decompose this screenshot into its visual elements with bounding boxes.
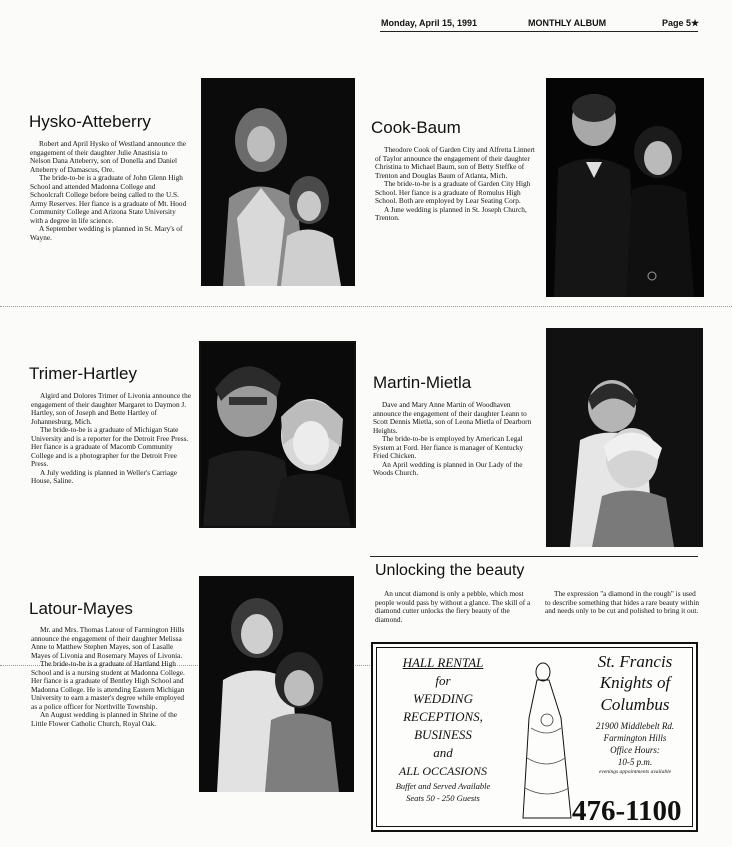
ad-line: RECEPTIONS, — [403, 709, 483, 724]
paragraph: Mr. and Mrs. Thomas Latour of Farmington Hills announce the engagement of their daughter Melissa Anne to Matthew Stephen Mayes, son of Lasalle Mayes of Livonia and Rosemary Mayes of Livonia. — [31, 625, 185, 660]
paragraph: A June wedding is planned in St. Joseph Church, Trenton. — [375, 204, 527, 222]
headline-martin-mietla: Martin-Mietla — [373, 373, 472, 392]
headline-trimer-hartley: Trimer-Hartley — [29, 364, 137, 383]
feature-col-2 — [545, 590, 701, 616]
ad-line: ALL OCCASIONS — [398, 764, 488, 778]
header-rule — [380, 31, 698, 32]
engagement-photo-martin-mietla — [546, 328, 703, 547]
bride-illustration-icon — [517, 658, 577, 826]
ad-hall-rental-text — [383, 654, 503, 804]
ad-line: Seats 50 - 250 Guests — [406, 793, 480, 803]
article-latour-mayes — [31, 626, 191, 728]
article-hysko-atteberry — [30, 140, 188, 242]
ad-line: HALL RENTAL — [402, 655, 484, 670]
hall-rental-ad — [371, 642, 698, 832]
paragraph: Robert and April Hysko of Westland announce the engagement of their daughter Julie Anastisia to Nelson Dana Atteberry, son of Donella and Daniel Atteberry of Damascus, Ore. — [30, 139, 187, 174]
paragraph: A September wedding is planned in St. Mary's of Wayne. — [30, 224, 183, 242]
ad-appointments: evenings appointments available — [598, 769, 672, 775]
feature-rule-top — [370, 556, 698, 557]
paragraph: Algird and Dolores Trimer of Livonia announce the engagement of their daughter Margaret to Daymon J. Hartley, son of Joseph and Bette Hartley of Johannesburg, Mich. — [31, 391, 191, 426]
ad-office-label: Office Hours: — [610, 745, 660, 755]
paragraph: An uncut diamond is only a pebble, which most people would pass by without a glance. The skill of a diamond cutter unlocks the fiery beauty of the diamond. — [375, 589, 531, 624]
headline-latour-mayes: Latour-Mayes — [29, 599, 133, 618]
paragraph: The bride-to-be is a graduate of John Glenn High School and attended Madonna College and Schoolcraft College before being called to the U.S. Army Reserves. Her fiance is a graduate of Mt. Hood Community College and Arizona State University with a degree in life science. — [30, 173, 187, 225]
ad-line: for — [435, 673, 451, 688]
ad-organization — [573, 652, 697, 776]
ad-line: BUSINESS — [414, 727, 472, 742]
paragraph: The bride-to-be is a graduate of Garden City High School. Her fiance is a graduate of Romulus High School. Both are employed by Lear Seating Corp. — [375, 179, 531, 205]
ad-address: 21900 Middlebelt Rd. — [595, 721, 675, 731]
ad-line: WEDDING — [413, 691, 473, 706]
paragraph: A July wedding is planned in Weller's Carriage House, Saline. — [31, 467, 177, 485]
feature-col-1 — [375, 590, 535, 624]
paragraph: The expression "a diamond in the rough" is used to describe something that hides a rare beauty within and needs only to be cut and polished to bring it out. — [545, 589, 700, 615]
ad-line: Buffet and Served Available — [395, 781, 491, 791]
headline-unlocking-the-beauty: Unlocking the beauty — [375, 562, 525, 579]
ad-hours: 10-5 p.m. — [617, 757, 653, 767]
engagement-photo-latour-mayes — [199, 576, 354, 792]
paragraph: The bride-to-be is employed by American Legal System at Ford. Her fiance is manager of Kentucky Fried Chicken. — [373, 434, 524, 460]
ad-frame — [376, 647, 693, 827]
article-martin-mietla — [373, 401, 535, 478]
paragraph: The bride-to-be is a graduate of Michigan State University and is a reporter for the Detroit Free Press. Her fiance is a graduate of Macomb Community College and is a photographer for the Detroit Free Press. — [31, 425, 189, 468]
ad-phone: 476-1100 — [572, 795, 682, 827]
ad-org-line3: Columbus — [600, 695, 670, 714]
paragraph: The bride-to-be is a graduate of Hartland High School and is a nursing student at Madonna College. Her fiance is a graduate of Bentley High School and Madonna College. He is attending Eastern Michigan University to earn a master's degree while employed as a police officer for Northville Township. — [31, 659, 185, 711]
paragraph: An April wedding is planned in Our Lady of the Woods Church. — [373, 459, 523, 477]
engagement-photo-trimer-hartley — [199, 341, 356, 528]
article-trimer-hartley — [31, 392, 191, 486]
engagement-photo-hysko-atteberry — [201, 78, 355, 286]
paragraph: Dave and Mary Anne Martin of Woodhaven announce the engagement of their daughter Leann to Scott Dennis Mietla, son of Leona Mietla of Dearborn Heights. — [373, 400, 532, 435]
paragraph: Theodore Cook of Garden City and Alfretta Linnert of Taylor announce the engagement of their daughter Christina to Michael Baum, son of Betty Steffke of Trenton and Douglas Baum of Atlanta, Mich. — [375, 145, 535, 180]
headline-hysko-atteberry: Hysko-Atteberry — [29, 112, 151, 131]
header-page: Page 5★ — [662, 18, 700, 28]
page-divider — [0, 306, 732, 307]
paragraph: An August wedding is planned in Shrine of the Little Flower Catholic Church, Royal Oak. — [31, 710, 178, 728]
header-section: MONTHLY ALBUM — [528, 18, 607, 28]
ad-org-line2: Knights of — [599, 673, 671, 692]
ad-line: and — [433, 745, 453, 760]
article-cook-baum — [375, 146, 537, 223]
headline-cook-baum: Cook-Baum — [371, 118, 461, 137]
engagement-photo-cook-baum — [546, 78, 704, 297]
ad-city: Farmington Hills — [603, 733, 667, 743]
ad-org-name: St. Francis — [597, 652, 673, 671]
header-date: Monday, April 15, 1991 — [381, 18, 478, 28]
